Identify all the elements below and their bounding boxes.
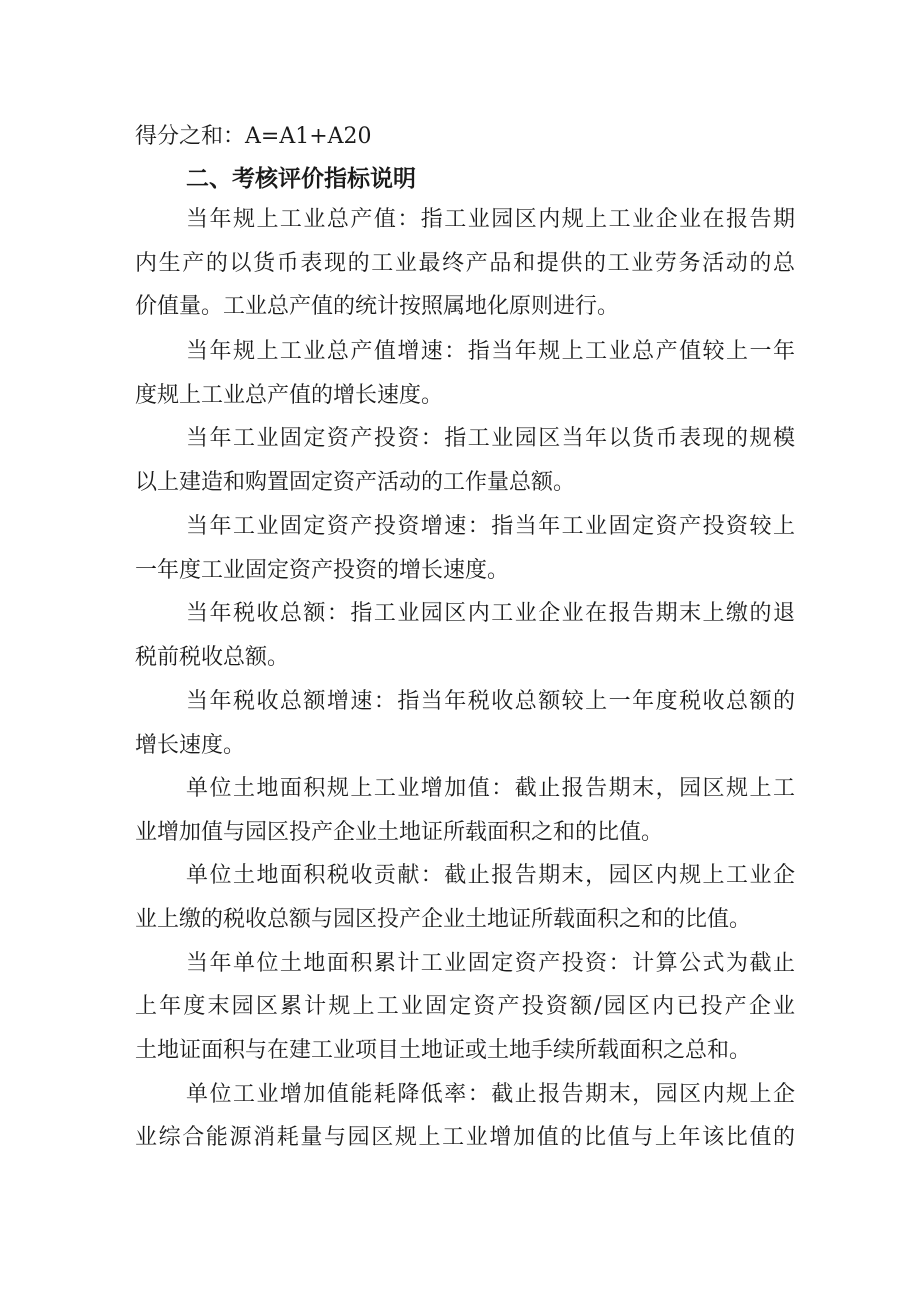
paragraph-line: 当年规上工业总产值增速：指当年规上工业总产值较上一年 — [186, 339, 795, 364]
paragraph-line: 业综合能源消耗量与园区规上工业增加值的比值与上年该比值的 — [135, 1125, 795, 1150]
paragraph-line: 当年工业固定资产投资增速：指当年工业固定资产投资较上 — [186, 514, 795, 539]
paragraph-line: 土地证面积与在建工业项目土地证或土地手续所载面积之总和。 — [135, 1038, 752, 1063]
paragraph-line: 单位工业增加值能耗降低率：截止报告期末，园区内规上企 — [186, 1082, 795, 1107]
paragraph-line: 度规上工业总产值的增长速度。 — [135, 383, 444, 408]
paragraph-line: 税前税收总额。 — [135, 645, 290, 670]
paragraph-line: 单位土地面积规上工业增加值：截止报告期末，园区规上工 — [186, 776, 795, 801]
paragraph-line: 一年度工业固定资产投资的增长速度。 — [135, 558, 510, 583]
paragraph-line: 当年工业固定资产投资：指工业园区当年以货币表现的规模 — [186, 426, 795, 451]
paragraph-line: 当年规上工业总产值：指工业园区内规上工业企业在报告期 — [186, 207, 795, 232]
paragraph-line: 当年税收总额：指工业园区内工业企业在报告期末上缴的退 — [186, 601, 795, 626]
paragraph-line: 以上建造和购置固定资产活动的工作量总额。 — [135, 470, 576, 495]
section-heading: 二、考核评价指标说明 — [186, 166, 416, 192]
paragraph-line: 上年度末园区累计规上工业固定资产投资额/园区内已投产企业 — [135, 994, 795, 1019]
paragraph-line: 价值量。工业总产值的统计按照属地化原则进行。 — [135, 294, 620, 319]
paragraph-line: 内生产的以货币表现的工业最终产品和提供的工业劳务活动的总 — [135, 251, 795, 276]
paragraph-line: 当年单位土地面积累计工业固定资产投资：计算公式为截止 — [186, 951, 795, 976]
paragraph-line: 业增加值与园区投产企业土地证所载面积之和的比值。 — [135, 820, 664, 845]
paragraph-line: 当年税收总额增速：指当年税收总额较上一年度税收总额的 — [186, 689, 795, 714]
opening-line: 得分之和：A=A1+A20 — [135, 124, 372, 149]
paragraph-line: 增长速度。 — [135, 733, 246, 758]
paragraph-line: 单位土地面积税收贡献：截止报告期末，园区内规上工业企 — [186, 863, 795, 888]
paragraph-line: 业上缴的税收总额与园区投产企业土地证所载面积之和的比值。 — [135, 907, 752, 932]
